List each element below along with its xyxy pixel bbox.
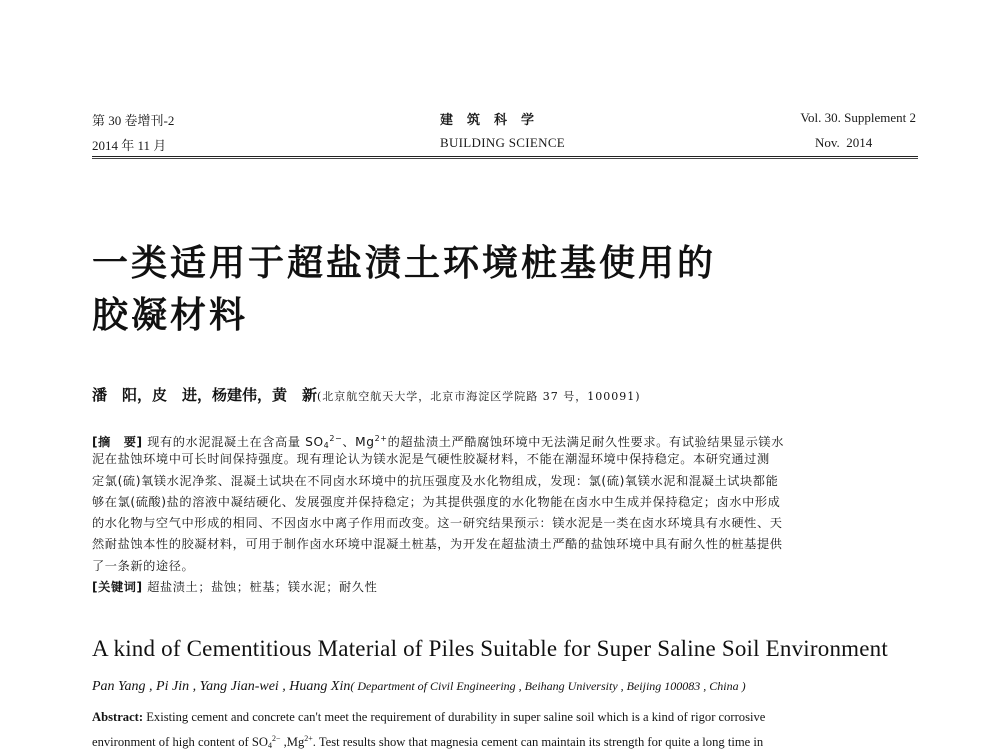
title-cn-line2: 胶凝材料	[92, 295, 249, 336]
abstract-cn-text: 的超盐渍土严酷腐蚀环境中无法满足耐久性要求。有试验结果显示镁水	[387, 435, 785, 449]
author-names-cn: 潘 阳，皮 进，杨建伟，黄 新	[92, 386, 318, 404]
abstract-cn	[92, 428, 918, 598]
header-volume-cn: 第 30 卷增刊-2	[92, 113, 175, 128]
abstract-en-label: Abstract:	[92, 710, 144, 724]
author-affiliation-cn: (北京航空航天大学，北京市海淀区学院路 37 号，100091)	[317, 390, 641, 403]
subscript: 4	[267, 741, 272, 750]
abstract-en-text: . Test results show that magnesia cement can maintain its strength for quite a long time in	[312, 735, 764, 749]
abstract-cn-line: 泥在盐蚀环境中可长时间保持强度。现有理论认为镁水泥是气硬性胶凝材料，不能在潮湿环境中保持稳定。本研究通过测	[92, 452, 770, 467]
header-journal-en: BUILDING SCIENCE	[440, 135, 566, 150]
superscript: 2+	[304, 734, 313, 743]
author-affiliation-en: ( Department of Civil Engineering , Beihang University , Beijing 100083 , China )	[350, 679, 746, 693]
authors-en	[92, 679, 746, 695]
header-journal-cn: 建筑科学	[440, 113, 549, 128]
abstract-cn-line: 了一条新的途径。	[92, 558, 195, 573]
header-volume-en: Vol. 30. Supplement 2	[800, 110, 916, 125]
abstract-cn-line: 的水化物与空气中形成的相同、不因卤水中离子作用而改变。这一研究结果预示：镁水泥是一类在卤水环境具有水硬性、天	[92, 516, 783, 531]
superscript: 2−	[271, 734, 281, 743]
abstract-cn-line: 够在氯(硫酸)盐的溶液中凝结硬化、发展强度并保持稳定；为其提供强度的水化物能在卤水中生成并保持稳定；卤水中形成	[92, 494, 781, 509]
abstract-en	[92, 707, 918, 756]
subscript: 4	[323, 441, 330, 450]
author-names-en: Pan Yang , Pi Jin , Yang Jian-wei , Huang Xin	[92, 679, 351, 694]
header-date-en: Nov. 2014	[815, 135, 873, 150]
authors-cn	[92, 384, 641, 405]
abstract-cn-line: 然耐盐蚀本性的胶凝材料，可用于制作卤水环境中混凝土桩基，为开发在超盐渍土严酷的盐蚀环境中具有耐久性的桩基提供	[92, 537, 783, 552]
title-en: A kind of Cementitious Material of Piles Suitable for Super Saline Soil Environment	[92, 636, 888, 661]
header-rule	[92, 156, 918, 157]
abstract-en-text: ,Mg	[280, 735, 305, 749]
superscript: 2+	[374, 434, 388, 443]
keywords-cn	[92, 577, 918, 598]
abstract-en-line	[92, 707, 918, 728]
header-rule-secondary	[92, 158, 918, 159]
abstract-en-text: environment of high content of SO	[92, 735, 268, 749]
abstract-cn-line	[92, 428, 918, 449]
abstract-cn-label: [摘 要]	[92, 435, 143, 449]
abstract-en-text: Existing cement and concrete can't meet the requirement of durability in super saline soil which is a kind of rigor corrosive	[146, 710, 766, 724]
abstract-cn-line: 定氯(硫)氧镁水泥净浆、混凝土试块在不同卤水环境中的抗压强度及水化物组成，发现：氯(硫)氧镁水泥和混凝土试块都能	[92, 473, 779, 488]
abstract-cn-text: 现有的水泥混凝土在含高量 SO	[147, 435, 324, 449]
keywords-cn-label: [关键词]	[92, 580, 143, 595]
superscript: 2−	[329, 434, 343, 443]
abstract-cn-text: 、Mg	[342, 435, 375, 449]
header-date-cn: 2014 年 11 月	[92, 138, 167, 153]
title-cn-line1: 一类适用于超盐渍土环境桩基使用的	[92, 243, 717, 284]
keywords-cn-text: 超盐渍土；盐蚀；桩基；镁水泥；耐久性	[147, 580, 378, 595]
